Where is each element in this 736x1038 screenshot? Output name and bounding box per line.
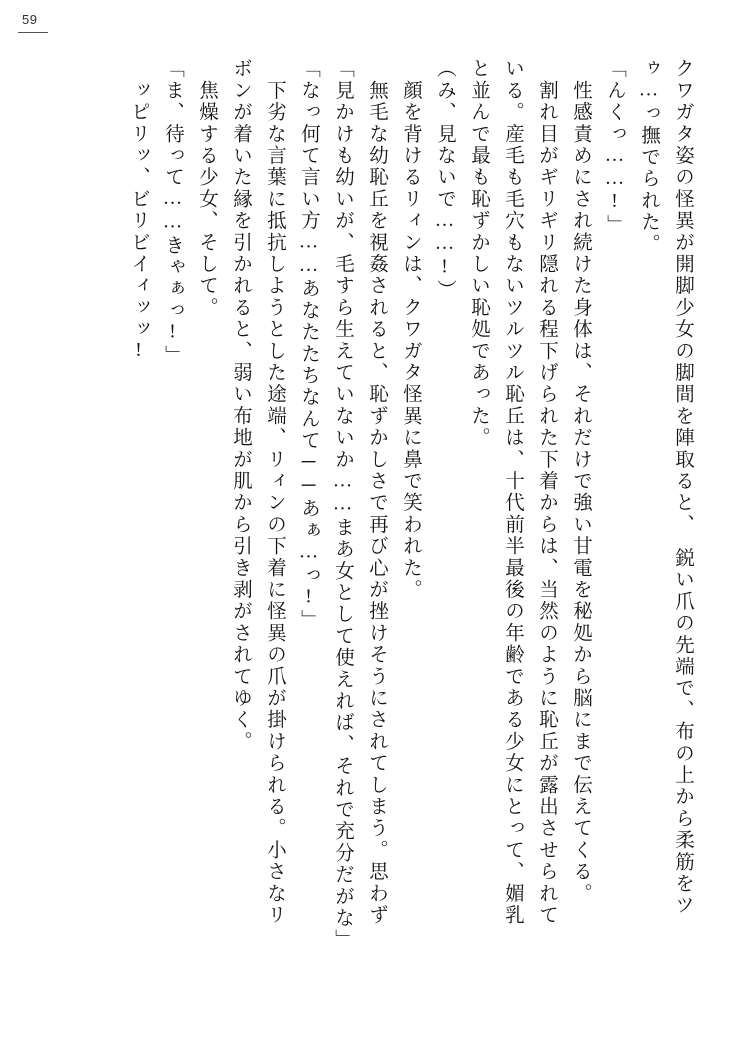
- page-number: 59: [22, 12, 38, 27]
- text-line: （み、見ないで……!）: [434, 58, 455, 302]
- text-line: 顔を背けるリィンは、クワガタ怪異に鼻で笑われた。: [400, 58, 421, 601]
- text-line: ゥ…っ撫でられた。: [638, 58, 659, 255]
- text-line: 性感責めにされ続けた身体は、それだけで強い甘電を秘処から脳にまで伝えてくる。: [570, 58, 591, 905]
- text-line: ボンが着いた縁を引かれると、弱い布地が肌から引き剥がされてゆく。: [230, 58, 251, 753]
- text-line: と並んで最も恥ずかしい恥処であった。: [468, 58, 489, 449]
- text-line: 下劣な言葉に抵抗しようとした途端、リィンの下着に怪異の爪が掛けられる。小さなリ: [264, 58, 285, 926]
- vertical-text-block: [60, 58, 692, 990]
- text-line: 「見かけも幼いが、毛すら生えていないか……まあ女として使えれば、それで充分だがな」: [332, 58, 353, 951]
- text-line: 「なっ何て言い方……あなたたちなんて──あぁ…っ!」: [298, 58, 319, 632]
- page-number-rule: [18, 32, 48, 33]
- text-line: 無毛な幼恥丘を視姦されると、恥ずかしさで再び心が挫けそうにされてしまう。思わず: [366, 58, 387, 926]
- text-line: 焦燥する少女、そして。: [196, 58, 217, 319]
- text-line: 「んくっ……!」: [604, 58, 625, 237]
- text-line: ッピリッ、ビリビイィッッ!: [128, 58, 149, 364]
- text-line: 「ま、待って……きゃぁっ!」: [162, 58, 183, 367]
- text-line: 割れ目がギリギリ隠れる程下げられた下着からは、当然のように恥丘が露出させられて: [536, 58, 557, 926]
- text-line: いる。産毛も毛穴もないツルツル恥丘は、十代前半最後の年齢である少女にとって、媚乳: [502, 58, 523, 926]
- text-line: クワガタ姿の怪異が開脚少女の脚間を陣取ると、 鋭い爪の先端で、布の上から柔筋をツ: [672, 58, 693, 917]
